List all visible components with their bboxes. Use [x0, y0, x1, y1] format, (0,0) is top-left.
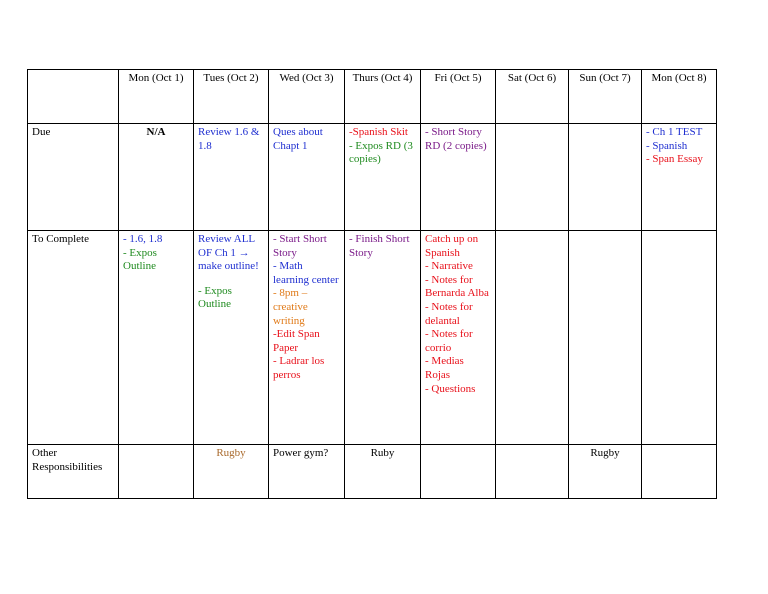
due-mon-oct-8	[642, 124, 717, 231]
task-item: - Notes for Bernarda Alba	[425, 273, 489, 300]
header-wed-oct-3: Wed (Oct 3)	[269, 70, 345, 124]
row-label-to-complete: To Complete	[28, 231, 119, 445]
task-item: - Expos Outline	[123, 246, 157, 273]
other-mon-oct-1	[119, 445, 194, 499]
task-item: - Questions	[425, 382, 476, 395]
header-mon-oct-8: Mon (Oct 8)	[642, 70, 717, 124]
other-wed-oct-3: Power gym?	[269, 445, 345, 499]
row-label-other-responsibilities: Other Responsibilities	[28, 445, 119, 499]
due-item: Ques about Chapt 1	[273, 126, 323, 152]
due-sat-oct-6	[496, 124, 569, 231]
due-item: - Spanish	[646, 139, 688, 152]
other-sat-oct-6	[496, 445, 569, 499]
header-corner	[28, 70, 119, 124]
header-mon-oct-1: Mon (Oct 1)	[119, 70, 194, 124]
due-item: - Span Essay	[646, 153, 703, 166]
task-item: -Edit Span Paper	[273, 328, 320, 354]
header-fri-oct-5: Fri (Oct 5)	[421, 70, 496, 124]
other-fri-oct-5	[421, 445, 496, 499]
task-item: - Narrative	[425, 260, 473, 273]
due-item: - Ch 1 TEST	[646, 126, 703, 138]
due-row	[28, 124, 717, 231]
complete-tues-oct-2	[194, 231, 269, 445]
weekly-planner-table	[27, 69, 717, 499]
task-item: - Notes for corrio	[425, 328, 473, 354]
task-item: Review ALL OF Ch 1 → make outline!	[198, 233, 259, 273]
complete-mon-oct-1	[119, 231, 194, 445]
header-row	[28, 70, 717, 124]
complete-mon-oct-8	[642, 231, 717, 445]
complete-fri-oct-5	[421, 231, 496, 445]
task-item: - 8pm – creative writing	[273, 287, 308, 327]
other-sun-oct-7: Rugby	[569, 445, 642, 499]
to-complete-row	[28, 231, 717, 445]
task-item: Catch up on Spanish	[425, 233, 479, 259]
due-item: - Short Story RD (2 copies)	[425, 126, 487, 152]
other-thurs-oct-4: Ruby	[345, 445, 421, 499]
complete-sun-oct-7	[569, 231, 642, 445]
task-item: - Finish Short Story	[349, 233, 410, 259]
due-item: - Expos RD (3 copies)	[349, 139, 413, 166]
due-mon-oct-1: N/A	[119, 124, 194, 231]
other-tues-oct-2: Rugby	[194, 445, 269, 499]
other-responsibilities-row	[28, 445, 717, 499]
due-tues-oct-2	[194, 124, 269, 231]
header-thurs-oct-4: Thurs (Oct 4)	[345, 70, 421, 124]
complete-wed-oct-3	[269, 231, 345, 445]
row-label-due: Due	[28, 124, 119, 231]
other-mon-oct-8	[642, 445, 717, 499]
header-tues-oct-2: Tues (Oct 2)	[194, 70, 269, 124]
due-wed-oct-3	[269, 124, 345, 231]
task-item: - Notes for delantal	[425, 300, 473, 327]
task-item: - Math learning center	[273, 260, 339, 286]
complete-sat-oct-6	[496, 231, 569, 445]
task-item: - Start Short Story	[273, 233, 327, 259]
due-item: -Spanish Skit	[349, 126, 408, 138]
header-sun-oct-7: Sun (Oct 7)	[569, 70, 642, 124]
due-item: Review 1.6 & 1.8	[198, 126, 260, 152]
due-sun-oct-7	[569, 124, 642, 231]
due-thurs-oct-4	[345, 124, 421, 231]
task-item: - Medias Rojas	[425, 355, 464, 381]
task-item: - Expos Outline	[198, 284, 232, 311]
complete-thurs-oct-4	[345, 231, 421, 445]
task-item: - Ladrar los perros	[273, 355, 325, 381]
due-fri-oct-5	[421, 124, 496, 231]
task-item: - 1.6, 1.8	[123, 233, 163, 245]
header-sat-oct-6: Sat (Oct 6)	[496, 70, 569, 124]
